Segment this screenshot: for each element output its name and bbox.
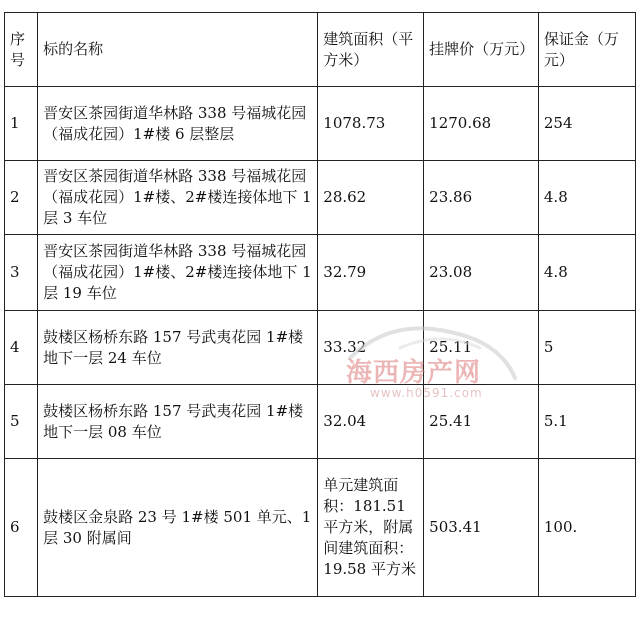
cell-serial-number: 4 <box>5 311 38 385</box>
cell-deposit: 4.8 <box>538 235 635 311</box>
table-row <box>5 87 636 161</box>
cell-serial-number: 1 <box>5 87 38 161</box>
cell-item-name: 晋安区茶园街道华林路 338 号福城花园（福成花园）1#楼、2#楼连接体地下 1 层 19 车位 <box>38 235 318 311</box>
cell-building-area: 28.62 <box>318 161 424 235</box>
cell-listing-price: 503.41 <box>424 459 539 597</box>
table-header-row <box>5 13 636 87</box>
header-deposit: 保证金（万元） <box>538 13 635 87</box>
header-listing-price: 挂牌价（万元） <box>424 13 539 87</box>
cell-listing-price: 23.86 <box>424 161 539 235</box>
cell-item-name: 晋安区茶园街道华林路 338 号福城花园（福成花园）1#楼 6 层整层 <box>38 87 318 161</box>
cell-serial-number: 3 <box>5 235 38 311</box>
header-serial-number: 序号 <box>5 13 38 87</box>
cell-item-name: 晋安区茶园街道华林路 338 号福城花园（福成花园）1#楼、2#楼连接体地下 1 层 3 车位 <box>38 161 318 235</box>
cell-listing-price: 1270.68 <box>424 87 539 161</box>
cell-deposit: 254 <box>538 87 635 161</box>
cell-deposit: 5.1 <box>538 385 635 459</box>
table-row <box>5 311 636 385</box>
table-row <box>5 161 636 235</box>
cell-deposit: 4.8 <box>538 161 635 235</box>
cell-item-name: 鼓楼区金泉路 23 号 1#楼 501 单元、1 层 30 附属间 <box>38 459 318 597</box>
cell-item-name: 鼓楼区杨桥东路 157 号武夷花园 1#楼地下一层 24 车位 <box>38 311 318 385</box>
cell-serial-number: 5 <box>5 385 38 459</box>
cell-listing-price: 25.11 <box>424 311 539 385</box>
header-building-area: 建筑面积（平方米） <box>318 13 424 87</box>
cell-building-area: 单元建筑面积：181.51 平方米，附属间建筑面积：19.58 平方米 <box>318 459 424 597</box>
cell-listing-price: 23.08 <box>424 235 539 311</box>
table-row <box>5 459 636 597</box>
table-row <box>5 235 636 311</box>
cell-building-area: 1078.73 <box>318 87 424 161</box>
cell-serial-number: 6 <box>5 459 38 597</box>
cell-building-area: 33.32 <box>318 311 424 385</box>
cell-serial-number: 2 <box>5 161 38 235</box>
header-item-name: 标的名称 <box>38 13 318 87</box>
cell-deposit: 5 <box>538 311 635 385</box>
property-listing-table <box>4 12 636 597</box>
cell-deposit: 100. <box>538 459 635 597</box>
cell-building-area: 32.79 <box>318 235 424 311</box>
cell-building-area: 32.04 <box>318 385 424 459</box>
cell-item-name: 鼓楼区杨桥东路 157 号武夷花园 1#楼地下一层 08 车位 <box>38 385 318 459</box>
table-row <box>5 385 636 459</box>
watermark-site-name: 海西房产网 <box>346 358 482 388</box>
cell-listing-price: 25.41 <box>424 385 539 459</box>
watermark-site-url: www.h0591.com <box>370 386 483 400</box>
